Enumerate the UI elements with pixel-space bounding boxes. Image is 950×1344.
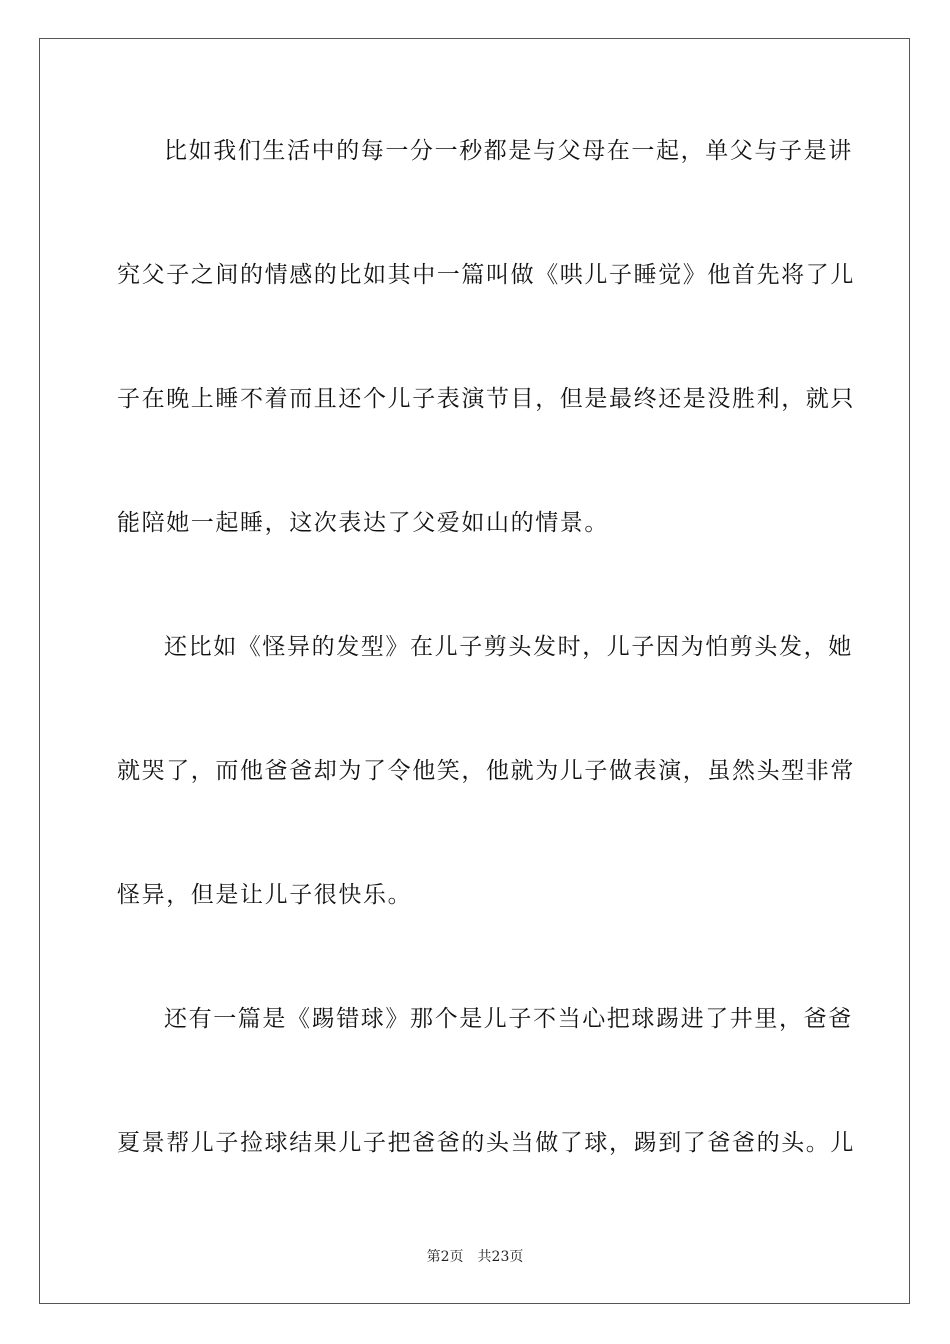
paragraph-1-line-4: 能陪她一起睡，这次表达了父爱如山的情景。 bbox=[117, 510, 609, 536]
paragraph-3-line-1: 还有一篇是《踢错球》那个是儿子不当心把球踢进了井里，爸爸 bbox=[164, 1006, 853, 1032]
paragraph-1-line-2: 究父子之间的情感的比如其中一篇叫做《哄儿子睡觉》他首先将了儿 bbox=[117, 262, 855, 288]
page-footer bbox=[0, 1247, 950, 1267]
paragraph-2-line-1: 还比如《怪异的发型》在儿子剪头发时，儿子因为怕剪头发，她 bbox=[164, 634, 853, 660]
paragraph-1-line-1: 比如我们生活中的每一分一秒都是与父母在一起，单父与子是讲 bbox=[164, 138, 853, 164]
page-number: 第2页 bbox=[426, 1249, 464, 1265]
paragraph-2-line-2: 就哭了，而他爸爸却为了令他笑，他就为儿子做表演，虽然头型非常 bbox=[117, 758, 855, 784]
page-total: 共23页 bbox=[477, 1249, 524, 1265]
paragraph-1-line-3: 子在晚上睡不着而且还个儿子表演节目，但是最终还是没胜利，就只 bbox=[117, 386, 855, 412]
page-border bbox=[39, 38, 910, 1304]
paragraph-3-line-2: 夏景帮儿子捡球结果儿子把爸爸的头当做了球，踢到了爸爸的头。儿 bbox=[117, 1130, 855, 1156]
paragraph-2-line-3: 怪异，但是让儿子很快乐。 bbox=[117, 882, 413, 908]
